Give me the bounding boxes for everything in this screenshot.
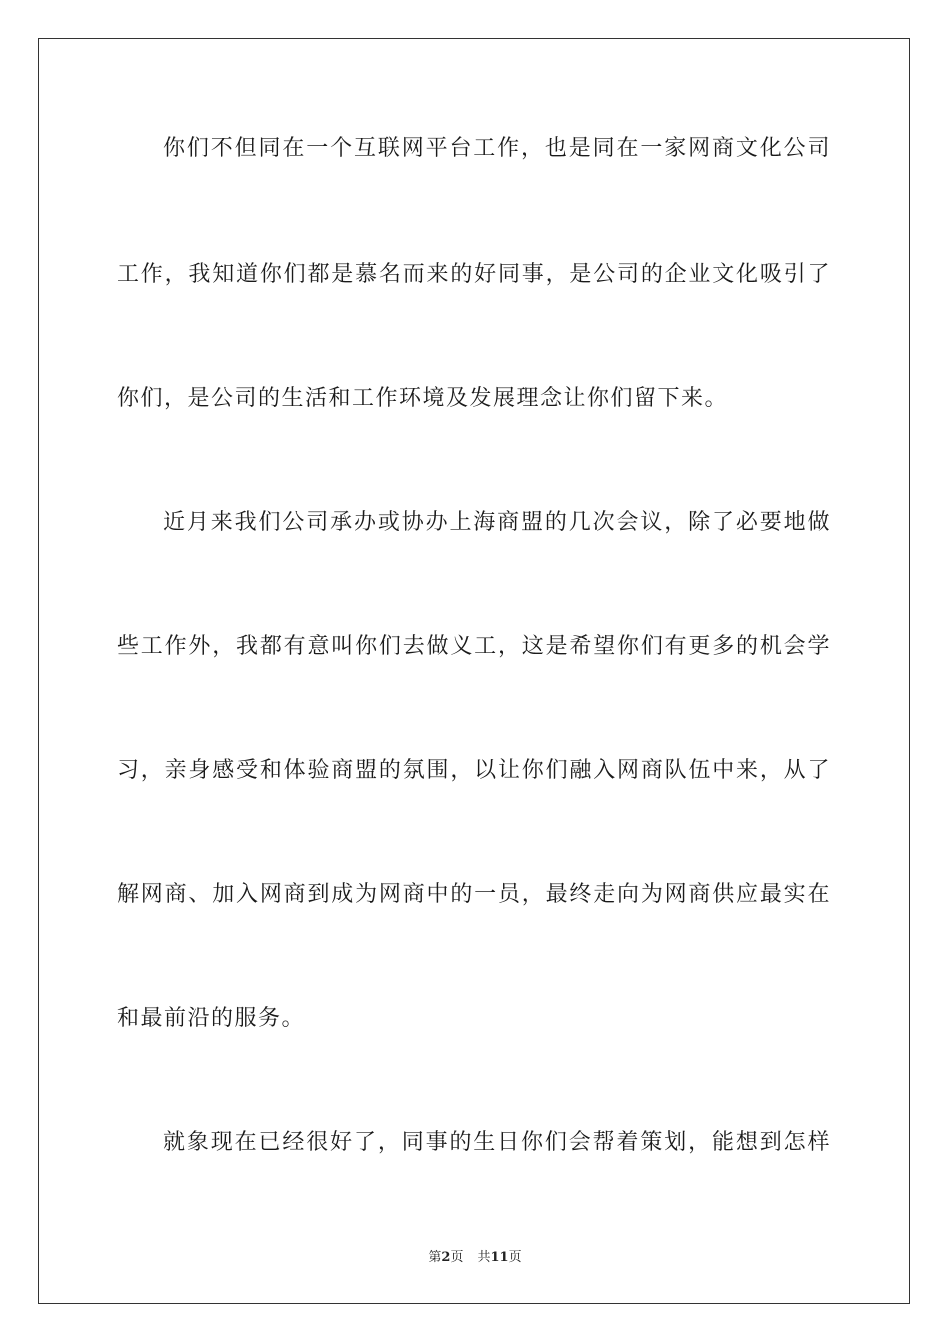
- page-border: [38, 38, 910, 1304]
- total-suffix: 页: [508, 1250, 522, 1265]
- paragraph-1-line-3: 你们，是公司的生活和工作环境及发展理念让你们留下来。: [117, 386, 729, 411]
- paragraph-3-line-1: 就象现在已经很好了，同事的生日你们会帮着策划，能想到怎样: [163, 1130, 831, 1155]
- total-prefix: 共: [477, 1250, 491, 1265]
- paragraph-2-line-1: 近月来我们公司承办或协办上海商盟的几次会议，除了必要地做: [163, 510, 831, 535]
- paragraph-2-line-5: 和最前沿的服务。: [117, 1006, 306, 1031]
- page-suffix: 页: [450, 1250, 464, 1265]
- paragraph-2-line-4: 解网商、加入网商到成为网商中的一员，最终走向为网商供应最实在: [117, 882, 831, 907]
- paragraph-2-line-2: 些工作外，我都有意叫你们去做义工，这是希望你们有更多的机会学: [117, 634, 831, 659]
- paragraph-1-line-2: 工作，我知道你们都是慕名而来的好同事，是公司的企业文化吸引了: [117, 262, 831, 287]
- page-prefix: 第: [428, 1250, 442, 1265]
- total-pages: 11: [490, 1250, 509, 1265]
- paragraph-1-line-1: 你们不但同在一个互联网平台工作，也是同在一家网商文化公司: [163, 136, 831, 161]
- page-footer: [0, 1246, 950, 1265]
- paragraph-2-line-3: 习，亲身感受和体验商盟的氛围，以让你们融入网商队伍中来，从了: [117, 758, 831, 783]
- page-number: 2: [441, 1250, 451, 1265]
